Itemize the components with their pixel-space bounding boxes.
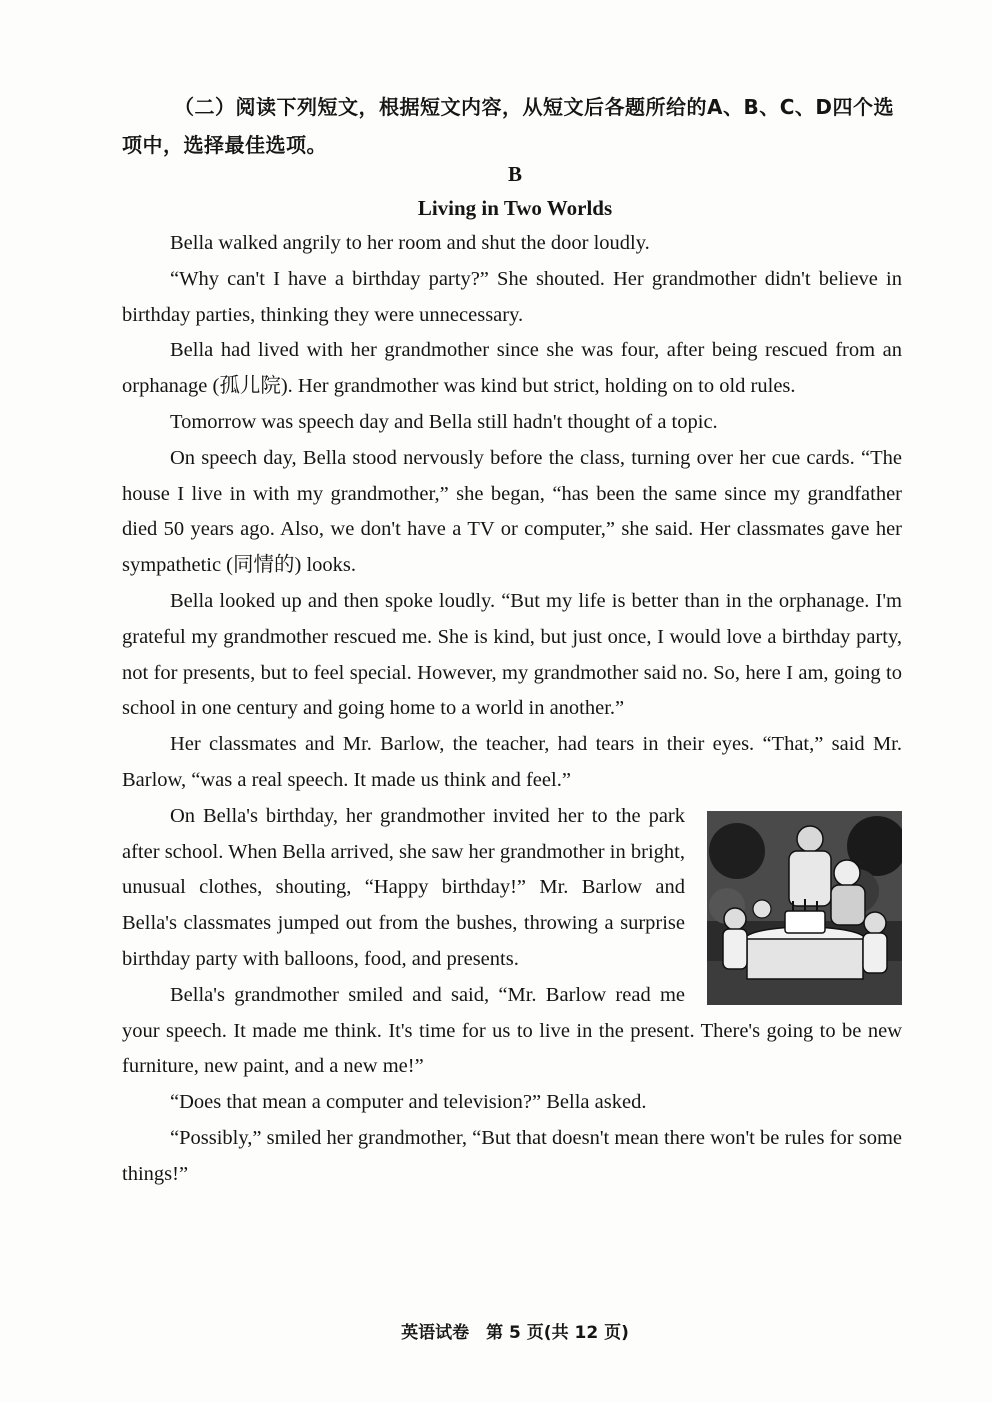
paragraph-1: Bella walked angrily to her room and shut the door loudly. <box>170 232 650 254</box>
section-instruction: （二）阅读下列短文，根据短文内容，从短文后各题所给的A、B、C、D四个选项中，选择最佳选项。 <box>122 95 895 157</box>
article-body <box>122 226 902 1193</box>
paragraph-11: “Possibly,” smiled her grandmother, “But that doesn't mean there won't be rules for some things!” <box>122 1126 902 1185</box>
birthday-party-illustration-icon <box>707 811 902 1005</box>
article-title: Living in Two Worlds <box>417 196 613 220</box>
paragraph-9: Bella's grandmother smiled and said, “Mr. Barlow read me your speech. It made me think. It's time for us to live in the present. There's going to be new furniture, new paint, and a new me!” <box>122 983 902 1078</box>
paragraph-7: Her classmates and Mr. Barlow, the teacher, had tears in their eyes. “That,” said Mr. Barlow, “was a real speech. It made us think and feel.” <box>122 733 902 791</box>
paragraph-5: On speech day, Bella stood nervously before the class, turning over her cue cards. “The house I live in with my grandmother,” she began, “has been the same since my grandfather died 50 years ago. Also, we don't have a TV or computer,” she said. Her classmates gave her sympathetic (同情的) looks. <box>122 446 902 577</box>
paragraph-4: Tomorrow was speech day and Bella still hadn't thought of a topic. <box>170 410 718 433</box>
passage-letter: B <box>507 162 522 186</box>
paragraph-6: Bella looked up and then spoke loudly. “But my life is better than in the orphanage. I'm grateful my grandmother rescued me. She is kind, but just once, I would love a birthday party, not for presents, but to feel special. However, my grandmother said no. So, here I am, going to school in one century and going home to a world in another.” <box>122 589 902 720</box>
paragraph-10: “Does that mean a computer and television?” Bella asked. <box>170 1091 647 1114</box>
page-footer: 英语试卷 第 5 页(共 12 页) <box>401 1323 629 1343</box>
paragraph-2: “Why can't I have a birthday party?” She shouted. Her grandmother didn't believe in birthday parties, thinking they were unnecessary. <box>122 267 902 326</box>
paragraph-8: On Bella's birthday, her grandmother invited her to the park after school. When Bella arrived, she saw her grandmother in bright, unusual clothes, shouting, “Happy birthday!” Mr. Barlow and Bella's classmates jumped out from the bushes, throwing a surprise birthday party with balloons, food, and presents. <box>122 804 685 970</box>
paragraph-3: Bella had lived with her grandmother since she was four, after being rescued from an orphanage (孤儿院). Her grandmother was kind but strict, holding on to old rules. <box>122 339 902 398</box>
